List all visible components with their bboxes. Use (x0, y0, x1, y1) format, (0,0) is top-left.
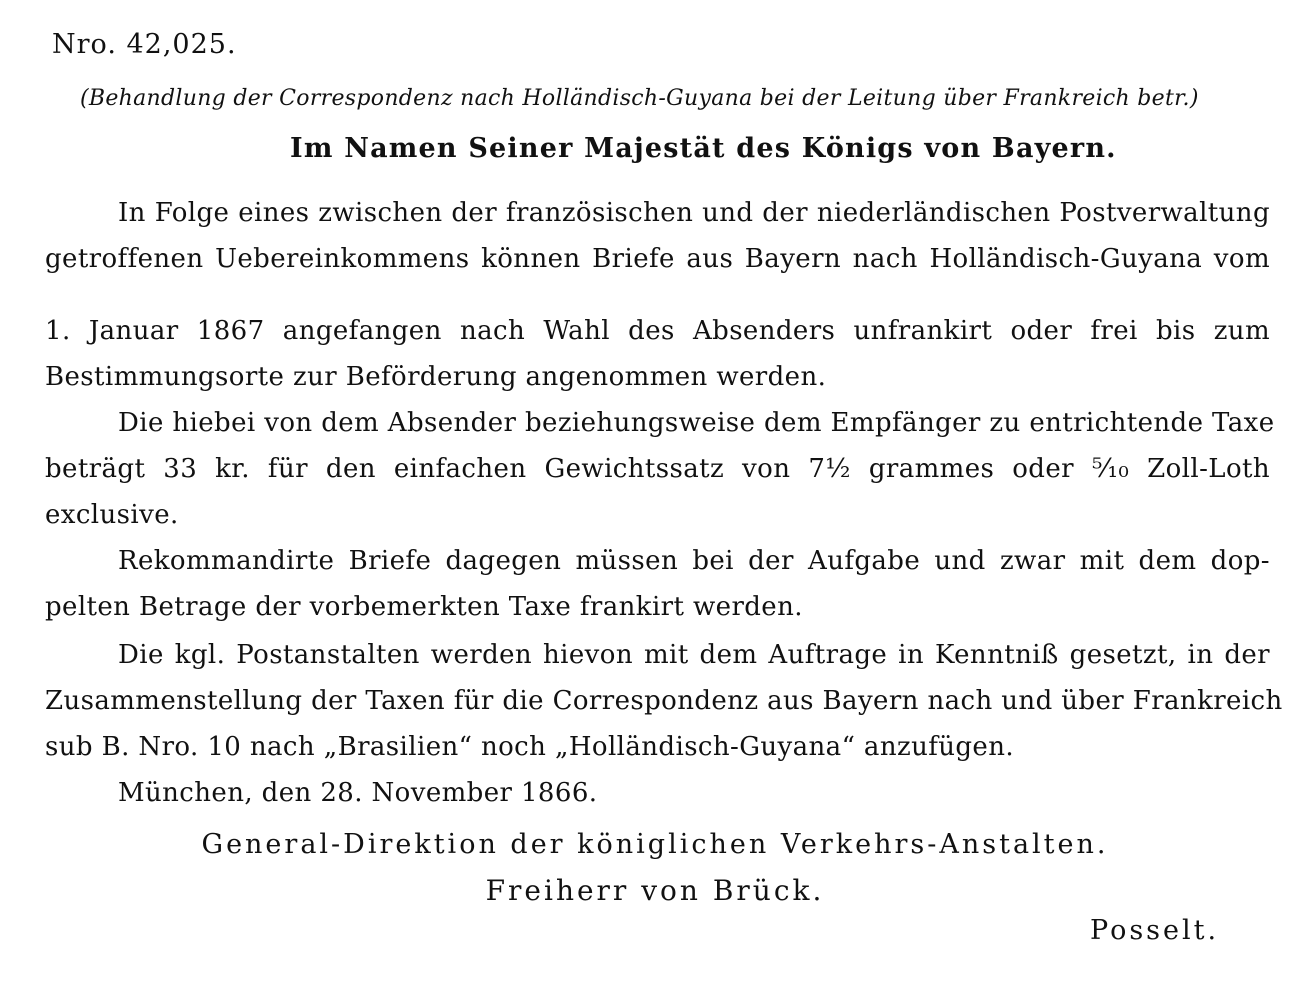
paragraph-line: Die kgl. Postanstalten werden hievon mit dem Auftrage in Kenntniß gesetzt, in der (118, 640, 1270, 670)
paragraph-line: beträgt 33 kr. für den einfachen Gewichtssatz von 7½ grammes oder ⁵⁄₁₀ Zoll-Loth (45, 454, 1270, 484)
paragraph-line: pelten Betrage der vorbemerkten Taxe frankirt werden. (45, 592, 803, 622)
signature-office: General-Direktion der königlichen Verkehrs-Anstalten. (201, 829, 1109, 860)
paragraph-line: getroffenen Uebereinkommens können Briefe aus Bayern nach Holländisch-Guyana vom (45, 244, 1270, 274)
paragraph-line: sub B. Nro. 10 nach „Brasilien“ noch „Holländisch-Guyana“ anzufügen. (45, 732, 1015, 762)
signature-clerk: Posselt. (1090, 915, 1220, 946)
date-line: München, den 28. November 1866. (118, 778, 598, 808)
document-number: Nro. 42,025. (52, 29, 237, 60)
paragraph-line: 1. Januar 1867 angefangen nach Wahl des Absenders unfrankirt oder frei bis zum (45, 316, 1270, 346)
paragraph-line: exclusive. (45, 500, 179, 530)
document-heading: Im Namen Seiner Majestät des Königs von Bayern. (290, 133, 1117, 164)
paragraph-line: In Folge eines zwischen der französischen und der niederländischen Postverwaltung (118, 198, 1270, 228)
paragraph-line: Zusammenstellung der Taxen für die Correspondenz aus Bayern nach und über Frankreich (45, 686, 1283, 716)
paragraph-line: Bestimmungsorte zur Beförderung angenommen werden. (45, 362, 827, 392)
document-subtitle: (Behandlung der Correspondenz nach Holländisch-Guyana bei der Leitung über Frankreich betr.) (80, 86, 1199, 111)
paragraph-line: Die hiebei von dem Absender beziehungsweise dem Empfänger zu entrichtende Taxe (118, 408, 1275, 438)
paragraph-line: Rekommandirte Briefe dagegen müssen bei der Aufgabe und zwar mit dem dop- (118, 546, 1270, 576)
signature-name: Freiherr von Brück. (485, 874, 825, 907)
